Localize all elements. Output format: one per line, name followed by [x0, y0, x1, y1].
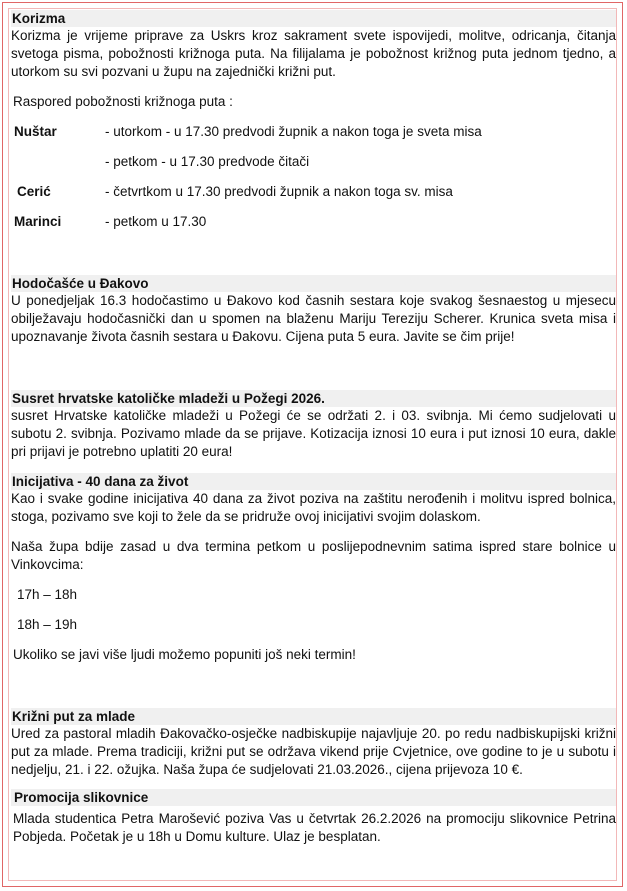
- section-hodocasce: [11, 275, 616, 346]
- schedule-place: Nuštar: [14, 124, 57, 139]
- promocija-body: Mlada studentica Petra Marošević poziva Vas u četvrtak 26.2.2026 na promociju slikovnice Petrina Pobjeda. Početak je u 18h u Domu kulture. Ulaz je besplatan.: [13, 811, 616, 844]
- section-promocija: [11, 789, 616, 846]
- section-title-susret: Susret hrvatske katoličke mladeži u Požegi 2026.: [11, 390, 616, 407]
- schedule-row: [11, 153, 616, 171]
- inicijativa-body-1: Kao i svake godine inicijativa 40 dana za život poziva na zaštitu nerođenih i molitvu ispred bolnica, stoga, pozivamo sve koji to žele da se pridruže ovoj inicijativi svojim dolaskom.: [11, 491, 616, 524]
- section-title-korizma: Korizma: [11, 10, 616, 27]
- hodocasce-body: U ponedjeljak 16.3 hodočastimo u Đakovo kod časnih sestara koje svakog šesnaestog u mjesecu obilježavaju hodočasnički dan u spomen na blaženu Mariju Tereziju Scherer. Krunica sveta misa i upoznavanje života časnih sestara u Đakovu. Cijena puta 5 eura. Javite se čim prije!: [11, 293, 616, 344]
- schedule-row: [11, 183, 616, 201]
- section-title-inicijativa: Inicijativa - 40 dana za život: [11, 473, 616, 490]
- schedule-intro: Raspored pobožnosti križnoga puta :: [13, 94, 233, 109]
- section-susret: [11, 390, 616, 461]
- schedule-row: [11, 123, 616, 141]
- section-title-promocija: Promocija slikovnice: [11, 789, 616, 806]
- bulletin-content: [11, 10, 616, 846]
- krizni-put-body: Ured za pastoral mladih Đakovačko-osječke nadbiskupije najavljuje 20. po redu nadbiskupijski križni put za mlade. Prema tradiciji, križni put se održava vikend prije Cvjetnice, ove godine to je u subotu i nedjelju, 21. i 22. ožujka. Naša župa će sudjelovati 21.03.2026., cijena prijevoza 10 €.: [11, 726, 616, 777]
- inicijativa-note: Ukoliko se javi više ljudi možemo popuniti još neki termin!: [13, 647, 356, 662]
- schedule-text: - četvrtkom u 17.30 predvodi župnik a nakon toga sv. misa: [105, 184, 453, 199]
- section-title-hodocasce: Hodočašće u Đakovo: [11, 275, 616, 292]
- schedule-text: - utorkom - u 17.30 predvodi župnik a nakon toga je sveta misa: [105, 124, 482, 139]
- section-title-krizni-put: Križni put za mlade: [11, 708, 616, 725]
- susret-body: susret Hrvatske katoličke mladeži u Požegi će se održati 2. i 03. svibnja. Mi ćemo sudjelovati u subotu 2. svibnja. Pozivamo mlade da se prijave. Kotizacija iznosi 10 eura i put iznosi 10 eura, dakle pri prijavi je potrebno uplatiti 20 eura!: [11, 408, 616, 459]
- schedule-text: - petkom - u 17.30 predvode čitači: [105, 154, 310, 169]
- inicijativa-body-2: Naša župa bdije zasad u dva termina petkom u poslijepodnevnim satima ispred stare bolnice u Vinkovcima:: [11, 539, 616, 572]
- korizma-body: Korizma je vrijeme priprave za Uskrs kroz sakrament svete ispovijedi, molitve, odricanja, čitanja svetoga pisma, pobožnosti križnoga puta. Na filijalama je pobožnost križnog puta jednom tjedno, a utorkom su svi pozvani u župu na zajednički križni put.: [11, 28, 616, 79]
- schedule-place: Marinci: [14, 214, 62, 229]
- time-slot: 18h – 19h: [17, 617, 78, 632]
- schedule-row: [11, 213, 616, 231]
- schedule-place: Cerić: [17, 184, 51, 199]
- schedule-text: - petkom u 17.30: [105, 214, 207, 229]
- section-korizma: [11, 10, 616, 231]
- time-slot: 17h – 18h: [17, 587, 78, 602]
- section-krizni-put: [11, 708, 616, 779]
- section-inicijativa: [11, 473, 616, 664]
